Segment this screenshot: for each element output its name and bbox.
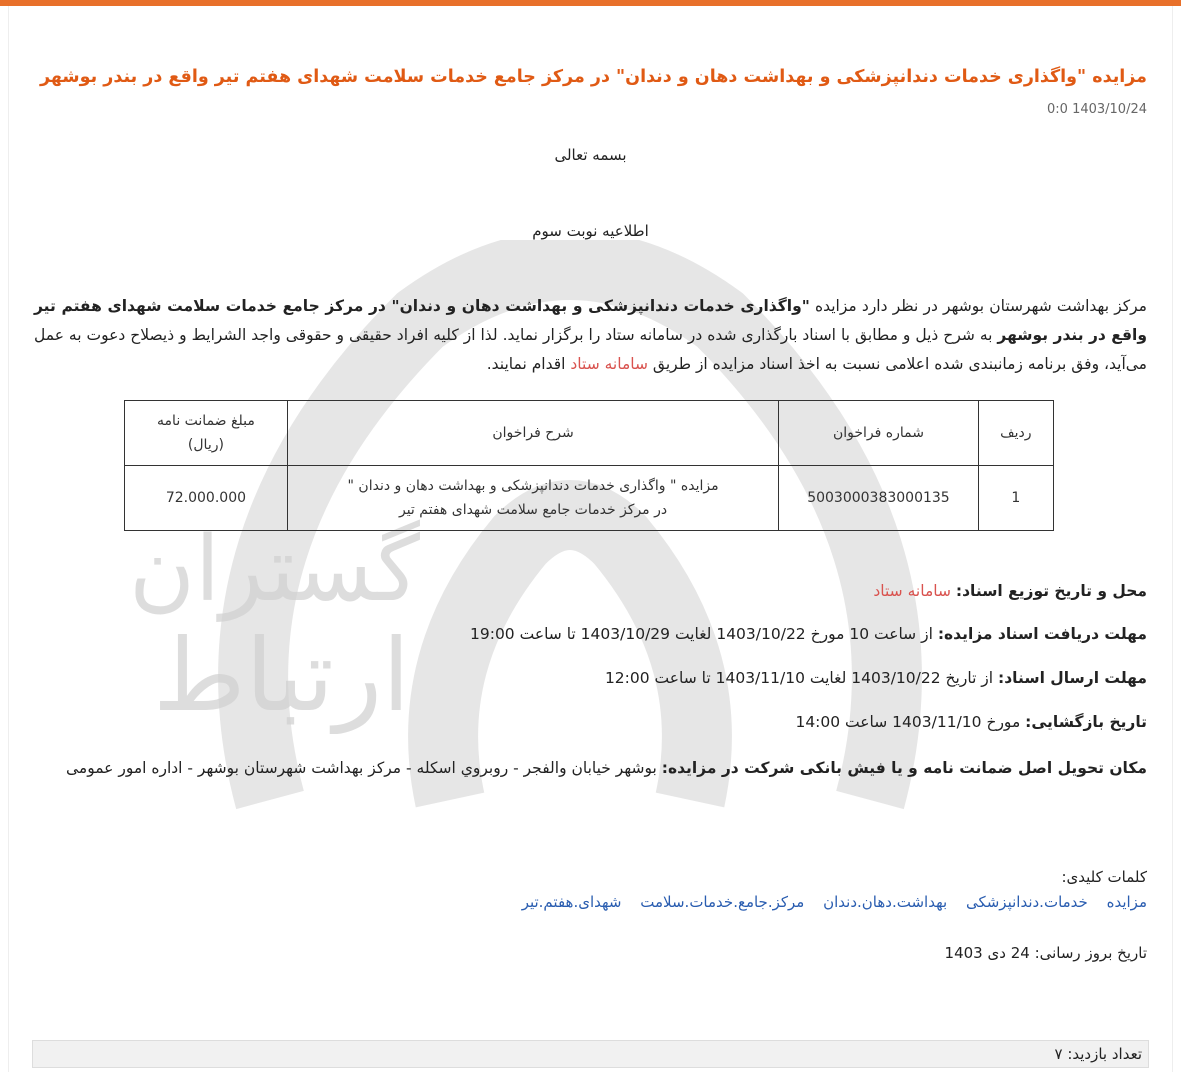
receive-deadline-label: مهلت دریافت اسناد مزایده:	[937, 625, 1147, 643]
header-call-no: شماره فراخوان	[779, 401, 978, 466]
header-amount-line-2: (ریال)	[187, 437, 224, 453]
header-amount-line-1: مبلغ ضمانت نامه	[157, 413, 255, 429]
keyword-link[interactable]: مزایده	[1106, 893, 1147, 911]
receive-deadline-line	[34, 618, 1147, 650]
submit-deadline-label: مهلت ارسال اسناد:	[998, 669, 1147, 687]
distribution-label: محل و تاریخ توزیع اسناد:	[955, 582, 1147, 600]
table-header-row	[125, 401, 1054, 466]
keyword-link[interactable]: بهداشت.دهان.دندان	[823, 893, 948, 911]
delivery-place-value: بوشهر خیابان والفجر - روبروي اسکله - مرکز بهداشت شهرستان بوشهر - اداره امور عمومی	[65, 759, 662, 777]
visit-count-label: تعداد بازدید:	[1067, 1045, 1142, 1063]
table-row	[125, 466, 1054, 531]
submit-deadline-value: از تاریخ 1403/10/22 لغایت 1403/11/10 تا ساعت 12:00	[604, 669, 999, 687]
cell-desc-line-2: در مرکز خدمات جامع سلامت شهدای هفتم تیر	[398, 502, 668, 518]
intro-bold-title: "واگذاری خدمات دندانپزشکی و بهداشت دهان و دندان" در مرکز جامع خدمات سلامت شهدای هفتم تیر واقع در بندر بوشهر	[34, 297, 1147, 344]
delivery-place-line	[34, 752, 1147, 784]
visit-count-value: ۷	[1054, 1045, 1068, 1063]
keyword-link[interactable]: خدمات.دندانپزشکی	[965, 893, 1088, 911]
intro-text-2: به شرح ذیل و مطابق با اسناد بارگذاری شده در سامانه ستاد را برگزار نماید. لذا از کلیه افراد حقیقی و حقوقی واجد الشرایط و ذیصلاح دعوت به عمل می‌آید، وفق برنامه زمانبندی شده اعلامی نسبت به اخذ اسناد مزایده از طریق	[34, 326, 1147, 373]
basmala: بسمه تعالی	[554, 146, 627, 164]
publish-date: 1403/10/24 0:0	[1047, 102, 1147, 117]
keyword-link[interactable]: شهدای.هفتم.تیر	[521, 893, 622, 911]
distribution-link[interactable]: سامانه ستاد	[873, 582, 951, 600]
keywords-list	[34, 893, 1147, 911]
opening-date-label: تاریخ بازگشایی:	[1025, 713, 1147, 731]
update-date-line	[34, 944, 1147, 962]
page-frame	[8, 6, 1173, 1072]
header-amount	[125, 401, 288, 466]
auction-table	[124, 400, 1054, 531]
header-desc: شرح فراخوان	[287, 401, 778, 466]
opening-date-value: مورخ 1403/11/10 ساعت 14:00	[795, 713, 1026, 731]
update-date-value: 24 دی 1403	[944, 944, 1035, 962]
watermark-text-2: گستران	[128, 517, 420, 622]
update-date-label: تاریخ بروز رسانی:	[1034, 944, 1147, 962]
intro-paragraph	[34, 292, 1147, 379]
cell-amount: 72.000.000	[125, 466, 288, 531]
delivery-place-label: مکان تحویل اصل ضمانت نامه و یا فیش بانکی شرکت در مزایده:	[661, 759, 1147, 777]
cell-row-no: 1	[978, 466, 1053, 531]
notice-heading: اطلاعیه نوبت سوم	[532, 222, 649, 240]
intro-text-3: اقدام نمایند.	[486, 355, 571, 373]
header-row-no: ردیف	[978, 401, 1053, 466]
setad-link[interactable]: سامانه ستاد	[570, 355, 648, 373]
cell-desc-line-1: مزایده " واگذاری خدمات دندانپزشکی و بهداشت دهان و دندان "	[347, 478, 719, 494]
visit-count-bar	[32, 1040, 1149, 1068]
keywords-label: کلمات کلیدی:	[1061, 868, 1147, 886]
receive-deadline-value: از ساعت 10 مورخ 1403/10/22 لغایت 1403/10/29 تا ساعت 19:00	[470, 625, 938, 643]
intro-text-1: مرکز بهداشت شهرستان بوشهر در نظر دارد مزایده	[809, 297, 1147, 315]
opening-date-line	[34, 706, 1147, 738]
cell-desc	[287, 466, 778, 531]
distribution-line	[34, 575, 1147, 607]
keyword-link[interactable]: مرکز.جامع.خدمات.سلامت	[640, 893, 805, 911]
submit-deadline-line	[34, 662, 1147, 694]
cell-call-no: 5003000383000135	[779, 466, 978, 531]
watermark-text-1: ارتباط	[152, 617, 410, 734]
page-title: مزایده "واگذاری خدمات دندانپزشکی و بهداشت دهان و دندان" در مرکز جامع خدمات سلامت شهدای هفتم تیر واقع در بندر بوشهر	[39, 67, 1147, 87]
